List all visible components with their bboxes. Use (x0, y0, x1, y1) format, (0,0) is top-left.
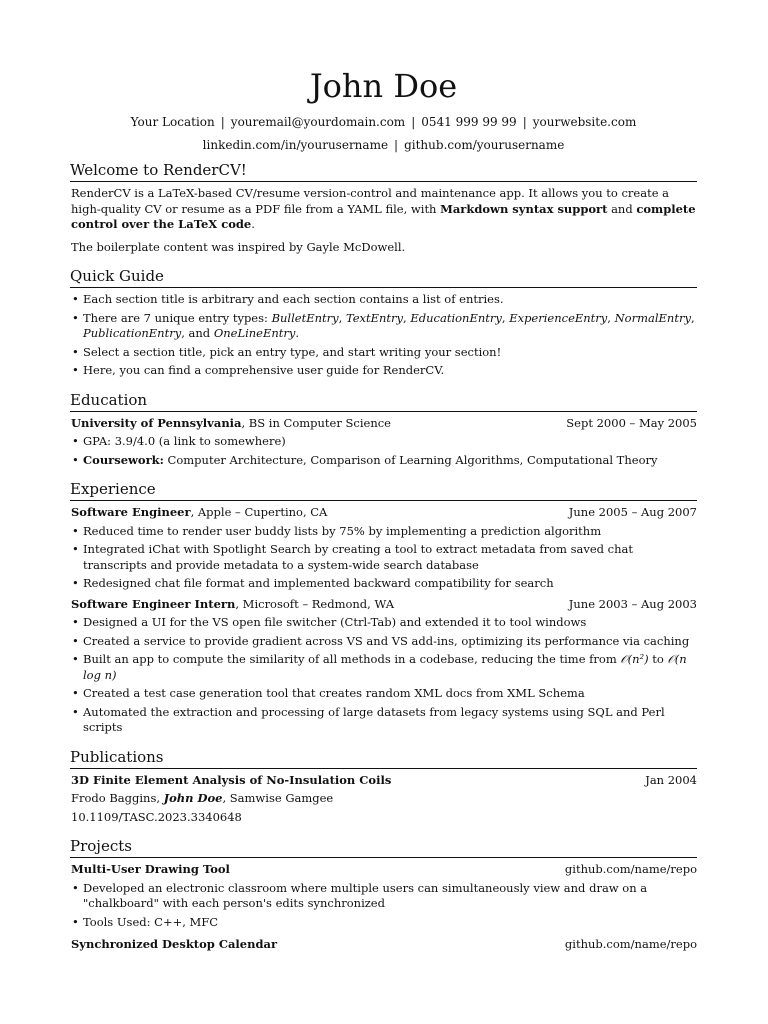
resume-name: John Doe (309, 67, 458, 105)
section-title: Welcome to RenderCV! (70, 161, 697, 182)
list-item: • Developed an electronic classroom where multiple users can simultaneously view and draw on a "chalkboard" with each person's edits synchronized (70, 881, 697, 912)
degree: , BS in Computer Science (241, 415, 391, 430)
section-title: Education (70, 391, 697, 412)
project-link[interactable]: github.com/name/repo (564, 937, 697, 951)
section-publications (70, 748, 697, 826)
github-link[interactable]: github.com/yourusername (404, 138, 565, 152)
job-date: June 2005 – Aug 2007 (568, 505, 697, 519)
resume-content (70, 0, 697, 953)
location: Your Location (130, 115, 215, 129)
section-quick-guide (70, 267, 697, 379)
project-title: Multi-User Drawing Tool (71, 862, 230, 876)
email-link[interactable]: youremail@yourdomain.com (230, 115, 406, 129)
section-title: Quick Guide (70, 267, 697, 288)
project-header (71, 937, 697, 953)
education-entry-header (71, 416, 697, 432)
publication-title: 3D Finite Element Analysis of No-Insulation Coils (71, 772, 392, 787)
contact-line-1: Your Location | youremail@yourdomain.com | 0541 999 99 99 | yourwebsite.com (130, 115, 637, 129)
gpa-item[interactable]: • GPA: 3.9/4.0 (a link to somewhere) (70, 434, 697, 450)
job-date: June 2003 – Aug 2003 (568, 596, 697, 611)
list-item: • Tools Used: C++, MFC (70, 915, 697, 931)
publication-header (71, 773, 697, 789)
phone-link[interactable]: 0541 999 99 99 (421, 115, 517, 129)
section-title: Publications (70, 748, 697, 769)
publication-date: Jan 2004 (645, 772, 697, 787)
project-header (71, 862, 697, 878)
section-education (70, 391, 697, 469)
section-experience (70, 480, 697, 736)
section-projects (70, 837, 697, 953)
welcome-paragraph: RenderCV is a LaTeX-based CV/resume version-control and maintenance app. It allows you to create a high-quality CV or resume as a PDF file from a YAML file, with Markdown syntax support and complete control over the LaTeX code. (71, 186, 696, 231)
section-title: Experience (70, 480, 697, 501)
list-item: • Integrated iChat with Spotlight Search by creating a tool to extract metadata from saved chat transcripts and provide metadata to a system-wide search database (70, 542, 697, 573)
linkedin-link[interactable]: linkedin.com/in/yourusername (202, 138, 389, 152)
contact-line-2: linkedin.com/in/yourusername | github.com/yourusername (202, 138, 565, 152)
job-title: Software Engineer Intern (71, 596, 236, 611)
experience-entry-header (71, 505, 697, 521)
job-title: Software Engineer (71, 505, 191, 519)
list-item: • Created a service to provide gradient across VS and VS add-ins, optimizing its performance via caching (70, 634, 697, 650)
list-item: • Reduced time to render user buddy lists by 75% by implementing a prediction algorithm (70, 524, 697, 540)
education-date: Sept 2000 – May 2005 (566, 415, 697, 430)
project-link[interactable]: github.com/name/repo (564, 862, 697, 876)
publication-authors: Frodo Baggins, John Doe, Samwise Gamgee (71, 791, 334, 805)
job-company: , Microsoft – Redmond, WA (235, 596, 395, 611)
list-item: • Built an app to compute the similarity of all methods in a codebase, reducing the time from 𝒪(n²) to 𝒪(n log n) (70, 652, 697, 683)
list-item: • There are 7 unique entry types: BulletEntry, TextEntry, EducationEntry, ExperienceEntry, NormalEntry, PublicationEntry, and OneLineEntry. (70, 311, 697, 342)
coursework-item: • Coursework: Computer Architecture, Comparison of Learning Algorithms, Computational Theory (70, 453, 697, 469)
publication-doi[interactable]: 10.1109/TASC.2023.3340648 (71, 809, 242, 824)
project-title: Synchronized Desktop Calendar (71, 937, 278, 951)
list-item: • Select a section title, pick an entry type, and start writing your section! (70, 345, 697, 361)
quick-guide-list (70, 292, 697, 379)
section-welcome (70, 161, 697, 255)
list-item: • Automated the extraction and processing of large datasets from legacy systems using SQL and Perl scripts (70, 705, 697, 736)
experience-entry-header (71, 597, 697, 613)
welcome-paragraph-2: The boilerplate content was inspired by Gayle McDowell. (71, 239, 406, 254)
list-item[interactable]: • Here, you can find a comprehensive user guide for RenderCV. (70, 363, 697, 379)
list-item: • Each section title is arbitrary and each section contains a list of entries. (70, 292, 697, 308)
list-item: • Designed a UI for the VS open file switcher (Ctrl-Tab) and extended it to tool windows (70, 615, 697, 631)
list-item: • Redesigned chat file format and implemented backward compatibility for search (70, 576, 697, 592)
job-company: , Apple – Cupertino, CA (190, 505, 328, 519)
institution: University of Pennsylvania (71, 415, 242, 430)
section-title: Projects (70, 837, 697, 858)
website-link[interactable]: yourwebsite.com (532, 115, 637, 129)
list-item: • Created a test case generation tool that creates random XML docs from XML Schema (70, 686, 697, 702)
